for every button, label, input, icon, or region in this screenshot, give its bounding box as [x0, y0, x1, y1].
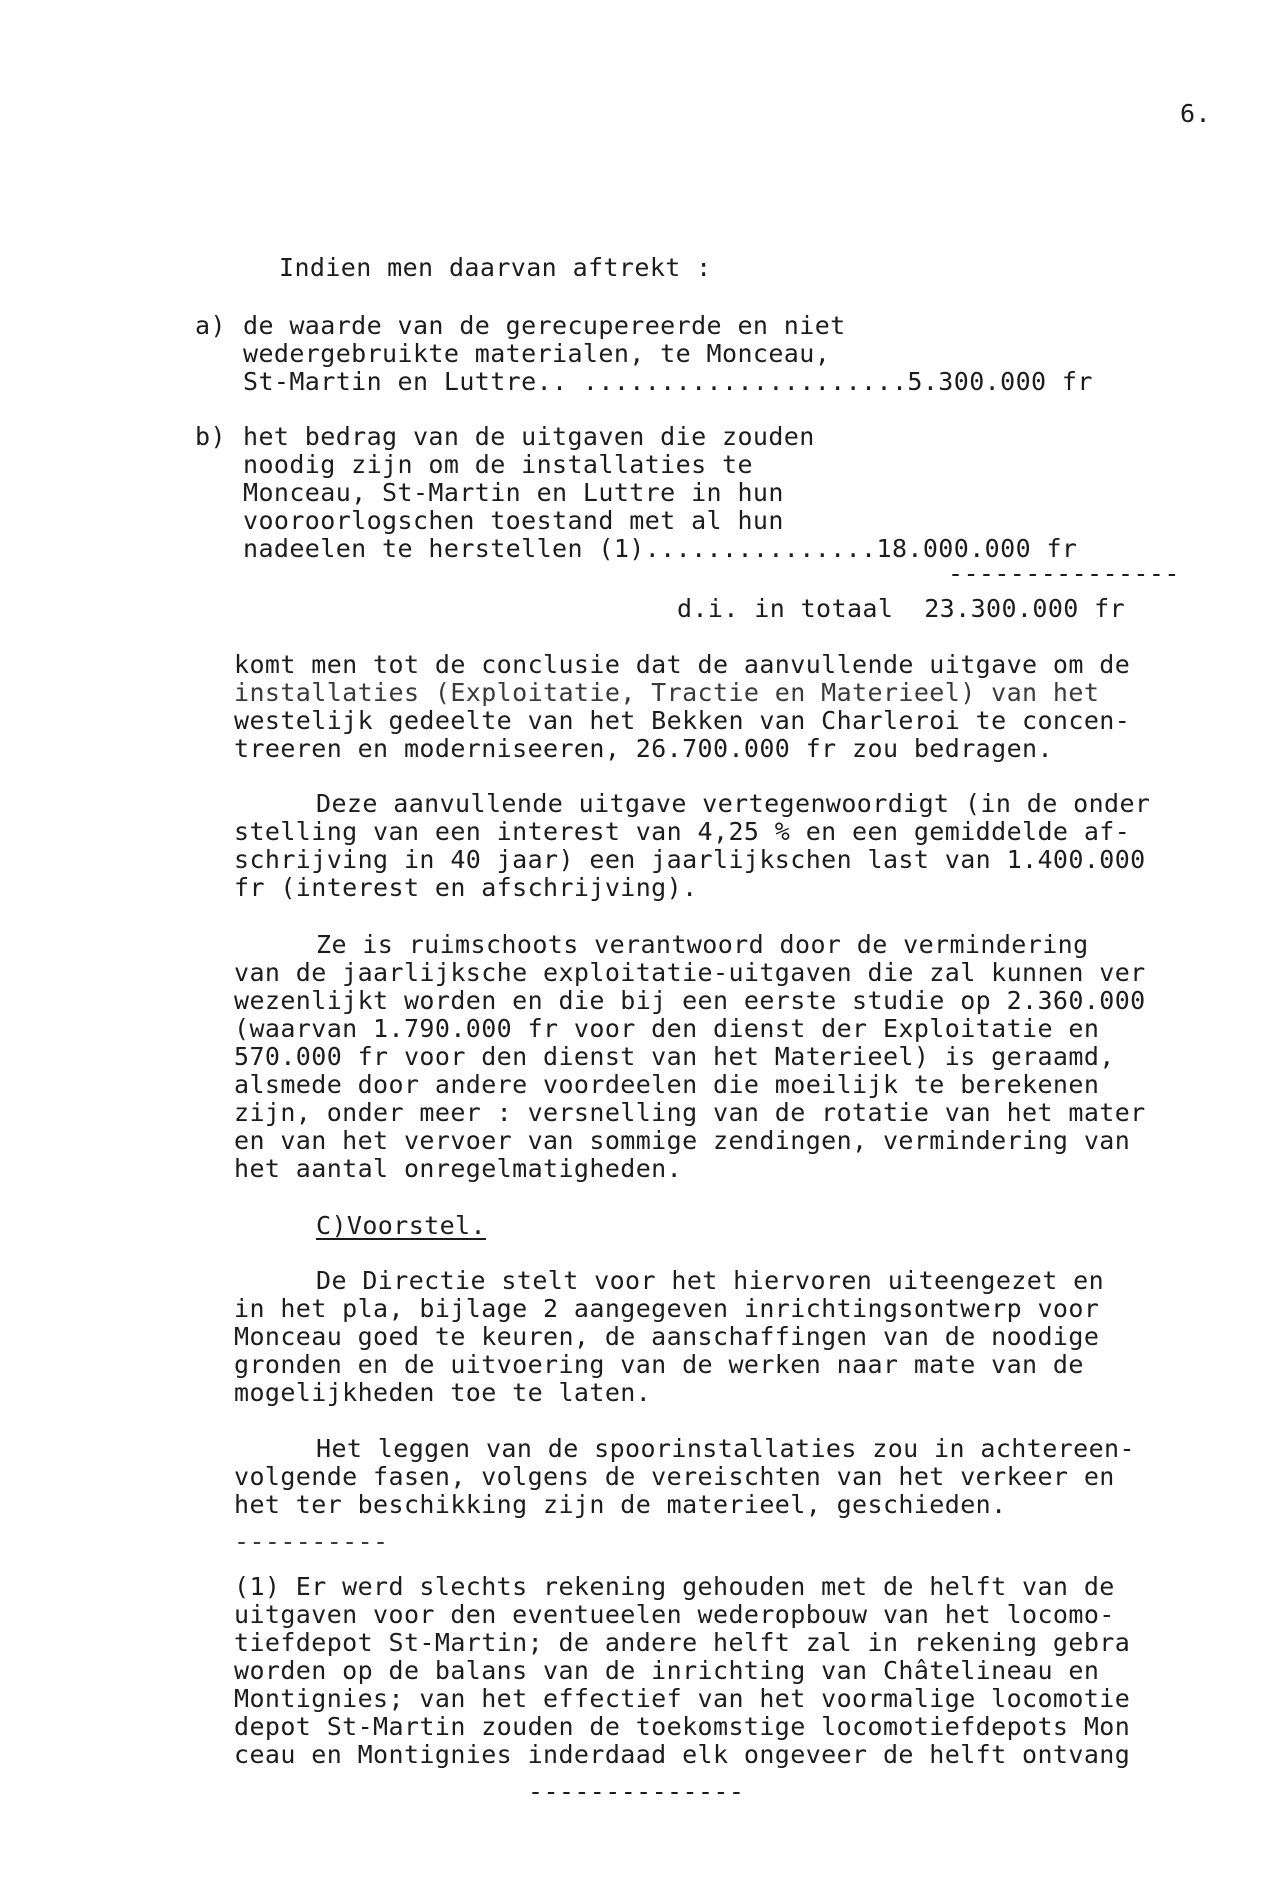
item-b-line-4: vooroorlogschen toestand met al hun [243, 506, 784, 535]
footnote-line-1: (1) Er werd slechts rekening gehouden met de helft van de [234, 1572, 1115, 1601]
item-b-line-5: nadeelen te herstellen (1)...............18.000.000 fr [243, 534, 1078, 563]
paragraph-3-line-5: mogelijkheden toe te laten. [234, 1378, 652, 1407]
item-a-line-2: wedergebruikte materialen, te Monceau, [243, 339, 831, 368]
paragraph-3-line-4: gronden en de uitvoering van de werken naar mate van de [234, 1350, 1084, 1379]
intro-line: Indien men daarvan aftrekt : [279, 253, 712, 282]
paragraph-2-line-6: alsmede door andere voordeelen die moeilijk te berekenen [234, 1070, 1100, 1099]
paragraph-2-line-2: van de jaarlijksche exploitatie-uitgaven die zal kunnen ver [234, 958, 1146, 987]
total-line: d.i. in totaal 23.300.000 fr [677, 594, 1126, 623]
total-rule: --------------- [948, 559, 1180, 588]
footnote-line-6: depot St-Martin zouden de toekomstige locomotiefdepots Mon [234, 1712, 1131, 1741]
paragraph-3-line-3: Monceau goed te keuren, de aanschaffingen van de noodige [234, 1322, 1100, 1351]
paragraph-3-line-2: in het pla, bijlage 2 aangegeven inrichtingsontwerp voor [234, 1294, 1100, 1323]
footnote-line-7: ceau en Montignies inderdaad elk ongeveer de helft ontvang [234, 1740, 1131, 1769]
item-b-label: b) [195, 422, 226, 451]
footnote-line-2: uitgaven voor den eventueelen wederopbouw van het locomo- [234, 1600, 1115, 1629]
footnote-line-5: Montignies; van het effectief van het voormalige locomotie [234, 1684, 1131, 1713]
paragraph-1-line-2: stelling van een interest van 4,25 % en een gemiddelde af- [234, 817, 1131, 846]
paragraph-2-line-1: Ze is ruimschoots verantwoord door de vermindering [316, 930, 1089, 959]
paragraph-3-line-1: De Directie stelt voor het hiervoren uiteengezet en [316, 1266, 1105, 1295]
paragraph-2-line-3: wezenlijkt worden en die bij een eerste studie op 2.360.000 [234, 986, 1146, 1015]
paragraph-4-line-3: het ter beschikking zijn de materieel, geschieden. [234, 1490, 1007, 1519]
footnote-line-3: tiefdepot St-Martin; de andere helft zal in rekening gebra [234, 1628, 1131, 1657]
section-c-heading: C)Voorstel. [316, 1211, 486, 1240]
item-a-line-1: de waarde van de gerecupereerde en niet [243, 311, 846, 340]
item-b-line-3: Monceau, St-Martin en Luttre in hun [243, 478, 784, 507]
end-rule: -------------- [528, 1777, 745, 1806]
conclusion-line-2: installaties (Exploitatie, Tractie en Materieel) van het [234, 678, 1100, 707]
paragraph-4-line-1: Het leggen van de spoorinstallaties zou in achtereen- [316, 1434, 1135, 1463]
paragraph-4-line-2: volgende fasen, volgens de vereischten van het verkeer en [234, 1462, 1115, 1491]
page-number: 6. [1180, 99, 1211, 128]
paragraph-2-line-4: (waarvan 1.790.000 fr voor den dienst der Exploitatie en [234, 1014, 1100, 1043]
paragraph-2-line-7: zijn, onder meer : versnelling van de rotatie van het mater [234, 1098, 1146, 1127]
item-b-line-1: het bedrag van de uitgaven die zouden [243, 422, 815, 451]
conclusion-line-4: treeren en moderniseeren, 26.700.000 fr zou bedragen. [234, 734, 1053, 763]
paragraph-2-line-9: het aantal onregelmatigheden. [234, 1154, 683, 1183]
item-a-label: a) [195, 311, 226, 340]
footnote-line-4: worden op de balans van de inrichting van Châtelineau en [234, 1656, 1100, 1685]
item-a-line-3: St-Martin en Luttre.. .....................5.300.000 fr [243, 367, 1093, 396]
paragraph-1-line-3: schrijving in 40 jaar) een jaarlijkschen last van 1.400.000 [234, 845, 1146, 874]
item-b-line-2: noodig zijn om de installaties te [243, 450, 753, 479]
paragraph-2-line-5: 570.000 fr voor den dienst van het Materieel) is geraamd, [234, 1042, 1115, 1071]
paragraph-2-line-8: en van het vervoer van sommige zendingen, vermindering van [234, 1126, 1131, 1155]
paragraph-1-line-4: fr (interest en afschrijving). [234, 873, 698, 902]
conclusion-line-3: westelijk gedeelte van het Bekken van Charleroi te concen- [234, 706, 1131, 735]
conclusion-line-1: komt men tot de conclusie dat de aanvullende uitgave om de [234, 650, 1131, 679]
paragraph-1-line-1: Deze aanvullende uitgave vertegenwoordigt (in de onder [316, 789, 1151, 818]
footnote-rule: ---------- [234, 1527, 389, 1556]
